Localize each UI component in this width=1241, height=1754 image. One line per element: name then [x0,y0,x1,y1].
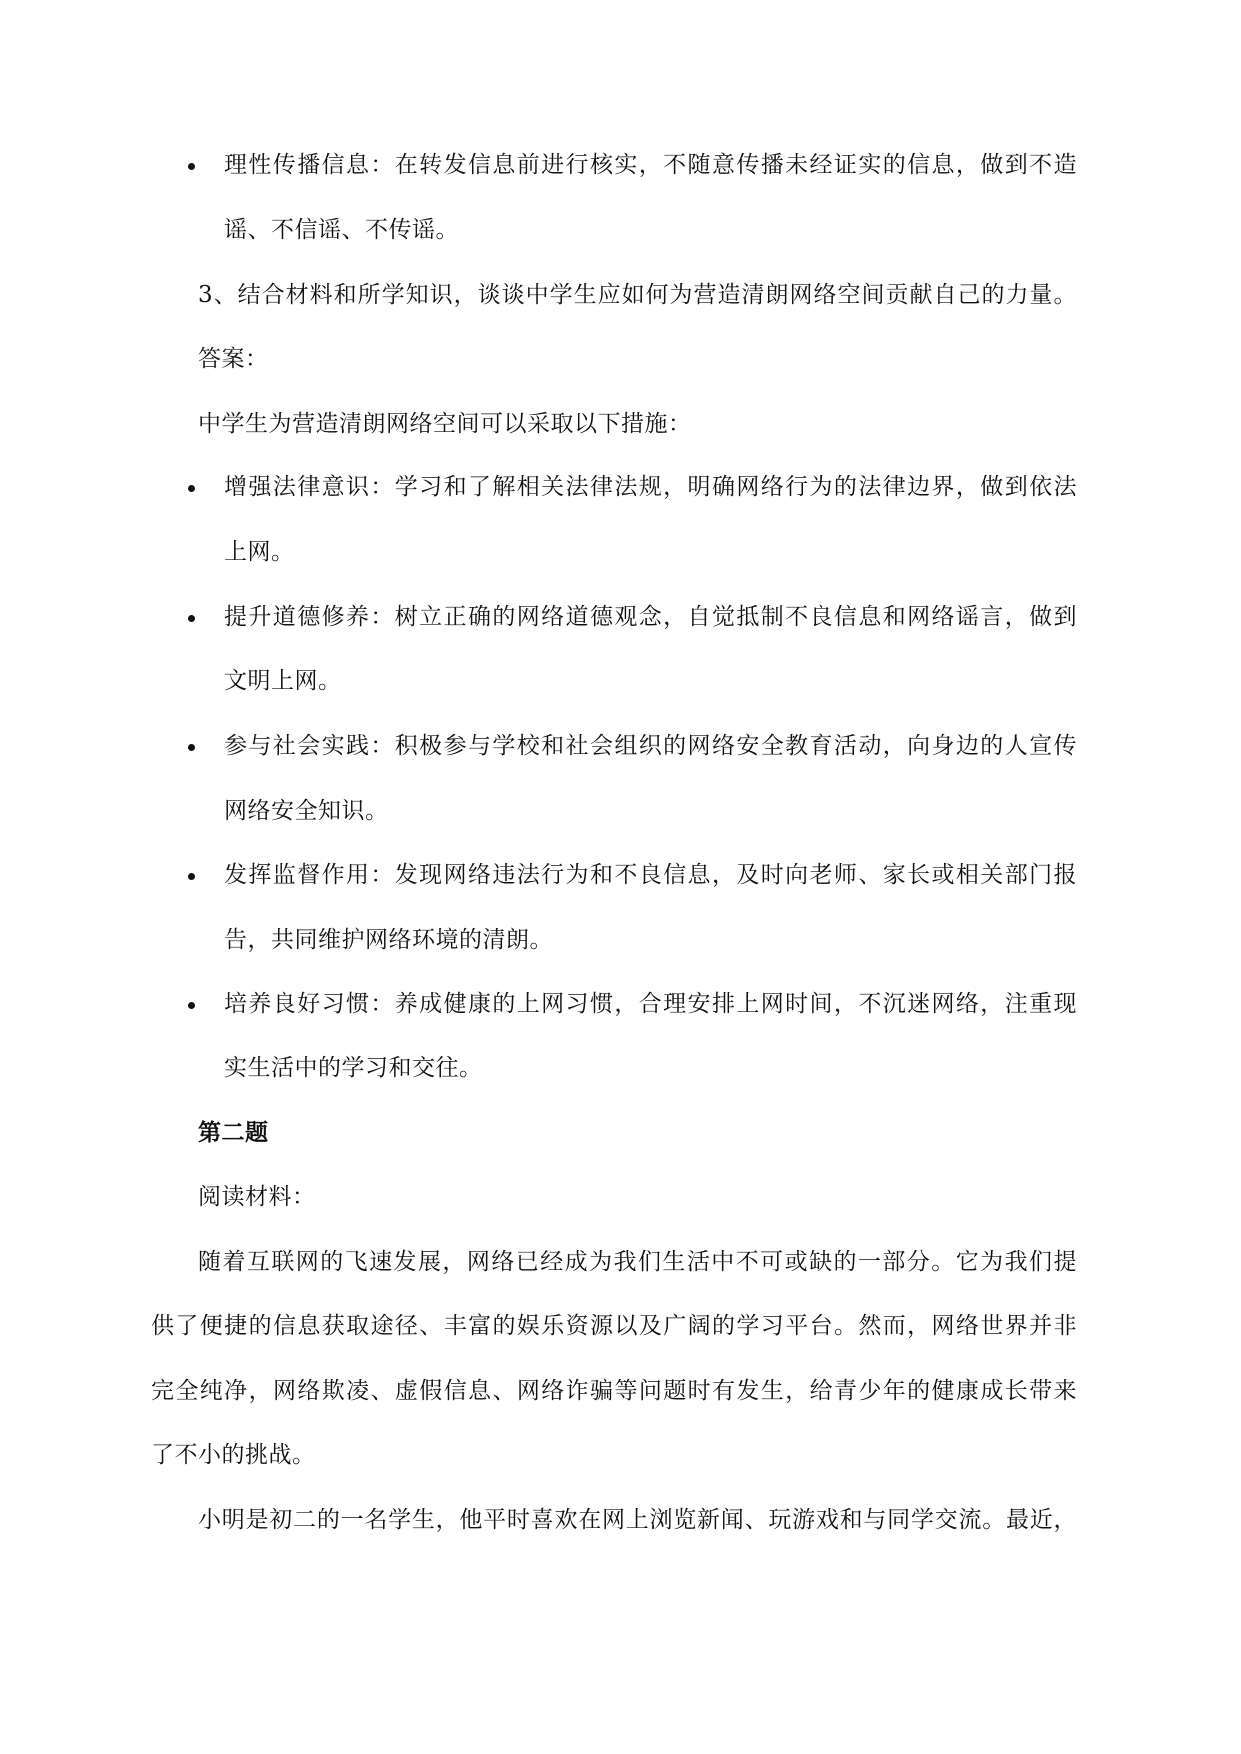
answer-label: 答案： [198,346,269,372]
bullet-dot [188,1002,195,1009]
answer-item-line-continued: 上网。 [224,539,295,565]
material-label: 阅读材料： [198,1184,316,1210]
paragraph-line: 了不小的挑战。 [151,1442,316,1468]
bullet-item-line: 理性传播信息：在转发信息前进行核实，不随意传播未经证实的信息，做到不造 [224,152,1077,178]
bullet-item-line-continued: 谣、不信谣、不传谣。 [224,217,459,243]
answer-intro: 中学生为营造清朗网络空间可以采取以下措施： [198,411,692,437]
answer-item-line-continued: 告，共同维护网络环境的清朗。 [224,927,553,953]
answer-item-line: 提升道德修养：树立正确的网络道德观念，自觉抵制不良信息和网络谣言，做到 [224,604,1077,630]
bullet-dot [188,163,195,170]
answer-item-line-continued: 实生活中的学习和交往。 [224,1055,483,1081]
bullet-dot [188,485,195,492]
paragraph-line: 完全纯净，网络欺凌、虚假信息、网络诈骗等问题时有发生，给青少年的健康成长带来 [151,1378,1077,1404]
paragraph-line: 小明是初二的一名学生，他平时喜欢在网上浏览新闻、玩游戏和与同学交流。最近， [198,1507,1077,1533]
answer-item-line-continued: 文明上网。 [224,668,342,694]
section-title: 第二题 [198,1119,269,1146]
bullet-dot [188,873,195,880]
answer-item-line-continued: 网络安全知识。 [224,798,389,824]
paragraph-line: 随着互联网的飞速发展，网络已经成为我们生活中不可或缺的一部分。它为我们提 [198,1249,1077,1275]
answer-item-line: 培养良好习惯：养成健康的上网习惯，合理安排上网时间，不沉迷网络，注重现 [224,991,1077,1017]
question-text: 3、结合材料和所学知识，谈谈中学生应如何为营造清朗网络空间贡献自己的力量。 [198,282,1077,308]
bullet-dot [188,615,195,622]
answer-item-line: 增强法律意识：学习和了解相关法律法规，明确网络行为的法律边界，做到依法 [224,474,1077,500]
bullet-dot [188,744,195,751]
paragraph-line: 供了便捷的信息获取途径、丰富的娱乐资源以及广阔的学习平台。然而，网络世界并非 [151,1313,1077,1339]
answer-item-line: 参与社会实践：积极参与学校和社会组织的网络安全教育活动，向身边的人宣传 [224,733,1077,759]
answer-item-line: 发挥监督作用：发现网络违法行为和不良信息，及时向老师、家长或相关部门报 [224,862,1077,888]
